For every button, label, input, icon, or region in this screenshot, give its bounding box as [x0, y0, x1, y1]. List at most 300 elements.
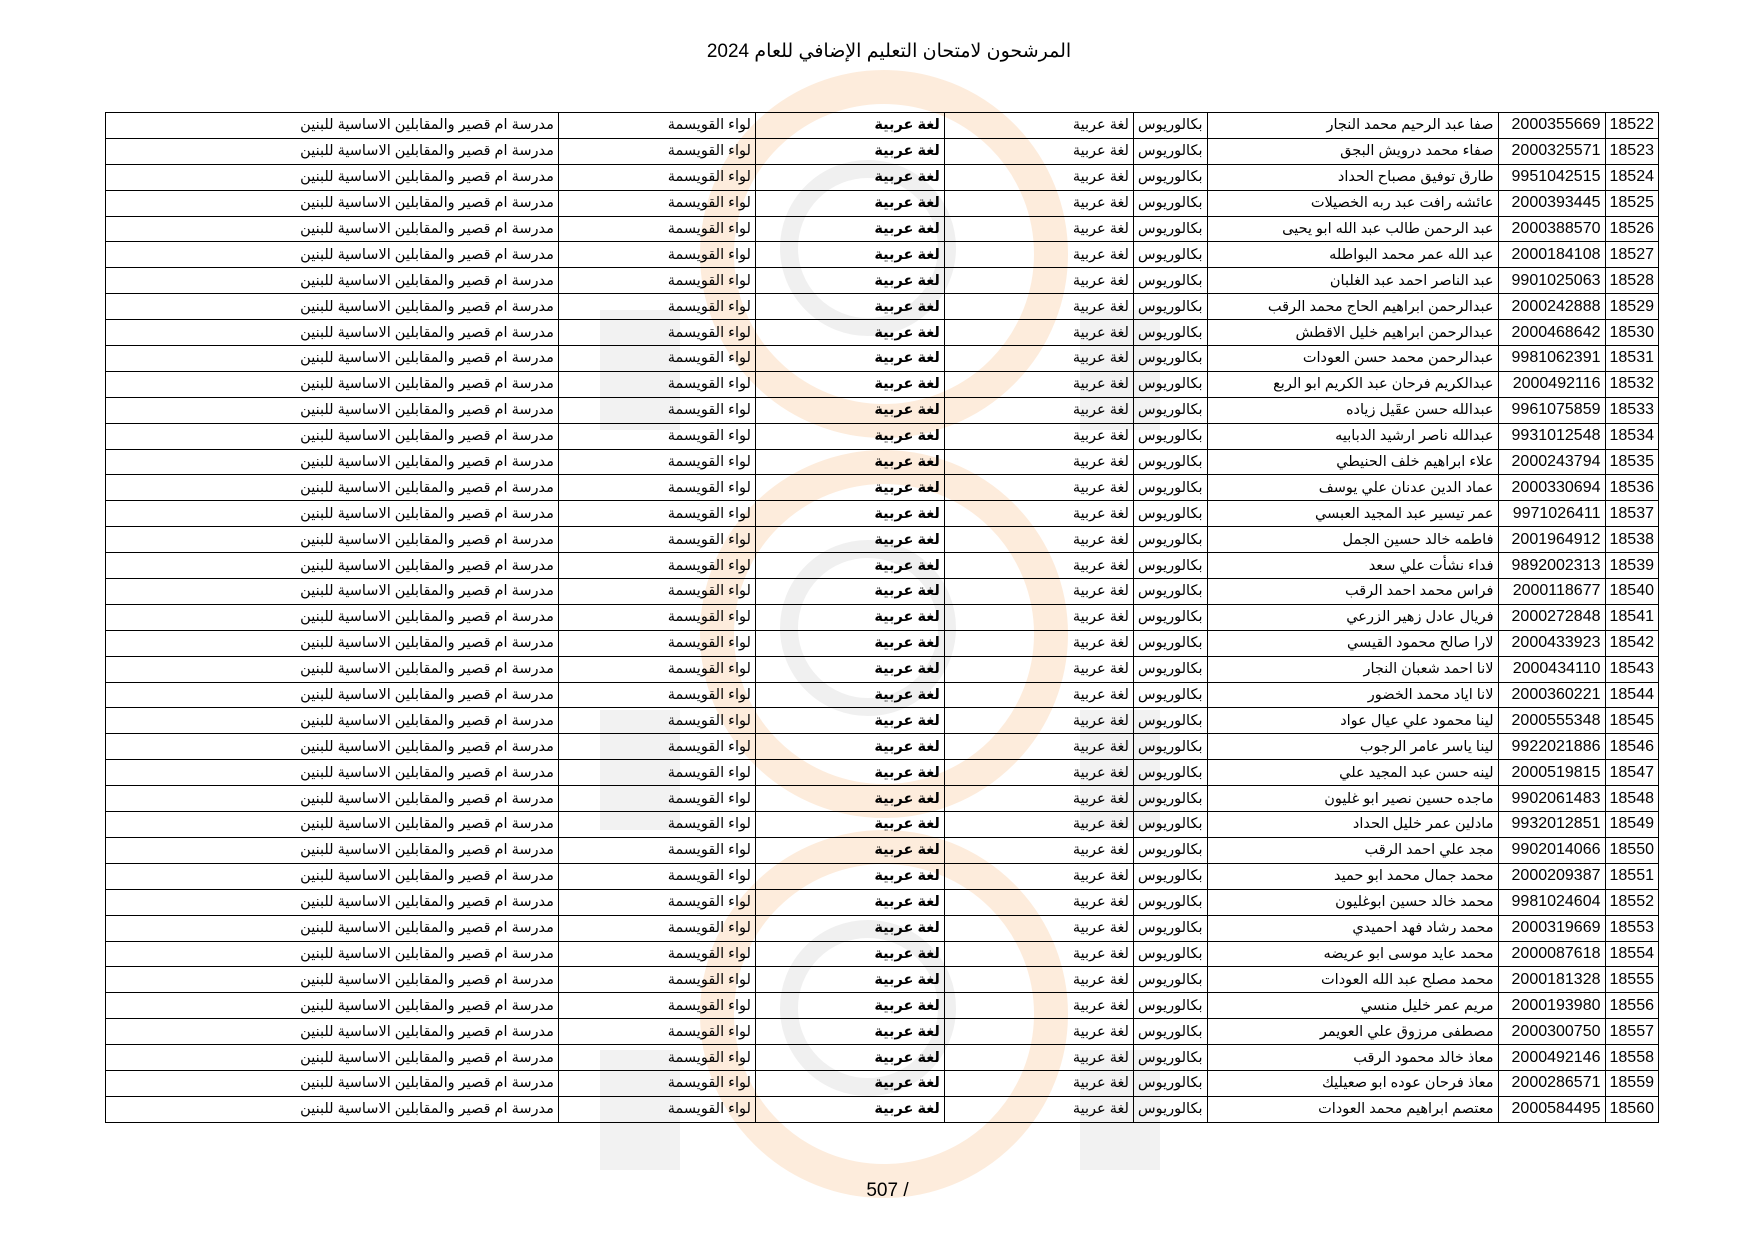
name-cell: طارق توفيق مصباح الحداد: [1207, 164, 1498, 190]
national-id-cell: 9981062391: [1498, 346, 1605, 372]
district-cell: لواء القويسمة: [558, 656, 755, 682]
specialization-cell: لغة عربية: [944, 1019, 1133, 1045]
specialization-cell: لغة عربية: [944, 812, 1133, 838]
name-cell: محمد خالد حسين ابوغليون: [1207, 889, 1498, 915]
table-row: [106, 734, 1659, 760]
school-cell: مدرسة ام قصير والمقابلين الاساسية للبنين: [106, 371, 559, 397]
district-cell: لواء القويسمة: [558, 397, 755, 423]
degree-cell: بكالوريوس: [1133, 242, 1207, 268]
seq-cell: 18528: [1605, 268, 1659, 294]
national-id-cell: 9981024604: [1498, 889, 1605, 915]
seq-cell: 18557: [1605, 1019, 1659, 1045]
subject-cell: لغة عربية: [755, 216, 944, 242]
specialization-cell: لغة عربية: [944, 1070, 1133, 1096]
subject-cell: لغة عربية: [755, 553, 944, 579]
district-cell: لواء القويسمة: [558, 164, 755, 190]
district-cell: لواء القويسمة: [558, 190, 755, 216]
degree-cell: بكالوريوس: [1133, 1070, 1207, 1096]
seq-cell: 18531: [1605, 346, 1659, 372]
district-cell: لواء القويسمة: [558, 553, 755, 579]
table-row: [106, 1070, 1659, 1096]
school-cell: مدرسة ام قصير والمقابلين الاساسية للبنين: [106, 320, 559, 346]
specialization-cell: لغة عربية: [944, 915, 1133, 941]
seq-cell: 18526: [1605, 216, 1659, 242]
district-cell: لواء القويسمة: [558, 786, 755, 812]
table-row: [106, 242, 1659, 268]
degree-cell: بكالوريوس: [1133, 527, 1207, 553]
degree-cell: بكالوريوس: [1133, 138, 1207, 164]
school-cell: مدرسة ام قصير والمقابلين الاساسية للبنين: [106, 708, 559, 734]
degree-cell: بكالوريوس: [1133, 475, 1207, 501]
degree-cell: بكالوريوس: [1133, 760, 1207, 786]
name-cell: محمد رشاد فهد احميدي: [1207, 915, 1498, 941]
name-cell: فراس محمد احمد الرقب: [1207, 579, 1498, 605]
national-id-cell: 2000492146: [1498, 1045, 1605, 1071]
specialization-cell: لغة عربية: [944, 242, 1133, 268]
name-cell: مادلين عمر خليل الحداد: [1207, 812, 1498, 838]
school-cell: مدرسة ام قصير والمقابلين الاساسية للبنين: [106, 889, 559, 915]
degree-cell: بكالوريوس: [1133, 941, 1207, 967]
specialization-cell: لغة عربية: [944, 113, 1133, 139]
name-cell: فاطمه خالد حسين الجمل: [1207, 527, 1498, 553]
table-row: [106, 812, 1659, 838]
school-cell: مدرسة ام قصير والمقابلين الاساسية للبنين: [106, 863, 559, 889]
name-cell: صفاء محمد درويش البجق: [1207, 138, 1498, 164]
school-cell: مدرسة ام قصير والمقابلين الاساسية للبنين: [106, 656, 559, 682]
subject-cell: لغة عربية: [755, 190, 944, 216]
school-cell: مدرسة ام قصير والمقابلين الاساسية للبنين: [106, 786, 559, 812]
seq-cell: 18535: [1605, 449, 1659, 475]
name-cell: فداء نشأت علي سعد: [1207, 553, 1498, 579]
specialization-cell: لغة عربية: [944, 604, 1133, 630]
page-title: المرشحون لامتحان التعليم الإضافي للعام 2024: [706, 41, 1072, 62]
table-row: [106, 837, 1659, 863]
specialization-cell: لغة عربية: [944, 501, 1133, 527]
national-id-cell: 2000193980: [1498, 993, 1605, 1019]
specialization-cell: لغة عربية: [944, 553, 1133, 579]
degree-cell: بكالوريوس: [1133, 604, 1207, 630]
district-cell: لواء القويسمة: [558, 475, 755, 501]
name-cell: عبد الرحمن طالب عبد الله ابو يحيى: [1207, 216, 1498, 242]
national-id-cell: 2000319669: [1498, 915, 1605, 941]
district-cell: لواء القويسمة: [558, 967, 755, 993]
subject-cell: لغة عربية: [755, 113, 944, 139]
national-id-cell: 9902014066: [1498, 837, 1605, 863]
subject-cell: لغة عربية: [755, 501, 944, 527]
specialization-cell: لغة عربية: [944, 346, 1133, 372]
district-cell: لواء القويسمة: [558, 346, 755, 372]
school-cell: مدرسة ام قصير والمقابلين الاساسية للبنين: [106, 915, 559, 941]
subject-cell: لغة عربية: [755, 449, 944, 475]
subject-cell: لغة عربية: [755, 967, 944, 993]
name-cell: عبدالرحمن محمد حسن العودات: [1207, 346, 1498, 372]
seq-cell: 18525: [1605, 190, 1659, 216]
district-cell: لواء القويسمة: [558, 423, 755, 449]
degree-cell: بكالوريوس: [1133, 915, 1207, 941]
table-row: [106, 967, 1659, 993]
table-row: [106, 190, 1659, 216]
degree-cell: بكالوريوس: [1133, 837, 1207, 863]
name-cell: عبدالكريم فرحان عبد الكريم ابو الربع: [1207, 371, 1498, 397]
seq-cell: 18529: [1605, 294, 1659, 320]
school-cell: مدرسة ام قصير والمقابلين الاساسية للبنين: [106, 164, 559, 190]
national-id-cell: 2000118677: [1498, 579, 1605, 605]
table-row: [106, 527, 1659, 553]
table-row: [106, 1096, 1659, 1122]
national-id-cell: 9961075859: [1498, 397, 1605, 423]
district-cell: لواء القويسمة: [558, 734, 755, 760]
seq-cell: 18530: [1605, 320, 1659, 346]
school-cell: مدرسة ام قصير والمقابلين الاساسية للبنين: [106, 449, 559, 475]
subject-cell: لغة عربية: [755, 915, 944, 941]
name-cell: عماد الدين عدنان علي يوسف: [1207, 475, 1498, 501]
degree-cell: بكالوريوس: [1133, 397, 1207, 423]
district-cell: لواء القويسمة: [558, 915, 755, 941]
degree-cell: بكالوريوس: [1133, 734, 1207, 760]
specialization-cell: لغة عربية: [944, 527, 1133, 553]
national-id-cell: 2000519815: [1498, 760, 1605, 786]
district-cell: لواء القويسمة: [558, 1070, 755, 1096]
national-id-cell: 2000433923: [1498, 630, 1605, 656]
specialization-cell: لغة عربية: [944, 863, 1133, 889]
national-id-cell: 2000243794: [1498, 449, 1605, 475]
specialization-cell: لغة عربية: [944, 1096, 1133, 1122]
school-cell: مدرسة ام قصير والمقابلين الاساسية للبنين: [106, 397, 559, 423]
specialization-cell: لغة عربية: [944, 760, 1133, 786]
subject-cell: لغة عربية: [755, 1019, 944, 1045]
degree-cell: بكالوريوس: [1133, 656, 1207, 682]
table-row: [106, 708, 1659, 734]
name-cell: مجد علي احمد الرقب: [1207, 837, 1498, 863]
degree-cell: بكالوريوس: [1133, 553, 1207, 579]
seq-cell: 18539: [1605, 553, 1659, 579]
national-id-cell: 2000468642: [1498, 320, 1605, 346]
school-cell: مدرسة ام قصير والمقابلين الاساسية للبنين: [106, 138, 559, 164]
degree-cell: بكالوريوس: [1133, 294, 1207, 320]
national-id-cell: 9932012851: [1498, 812, 1605, 838]
name-cell: عبدالرحمن ابراهيم الحاج محمد الرقب: [1207, 294, 1498, 320]
school-cell: مدرسة ام قصير والمقابلين الاساسية للبنين: [106, 242, 559, 268]
specialization-cell: لغة عربية: [944, 268, 1133, 294]
degree-cell: بكالوريوس: [1133, 346, 1207, 372]
school-cell: مدرسة ام قصير والمقابلين الاساسية للبنين: [106, 268, 559, 294]
subject-cell: لغة عربية: [755, 993, 944, 1019]
district-cell: لواء القويسمة: [558, 242, 755, 268]
seq-cell: 18555: [1605, 967, 1659, 993]
specialization-cell: لغة عربية: [944, 371, 1133, 397]
degree-cell: بكالوريوس: [1133, 501, 1207, 527]
subject-cell: لغة عربية: [755, 604, 944, 630]
school-cell: مدرسة ام قصير والمقابلين الاساسية للبنين: [106, 993, 559, 1019]
name-cell: مصطفى مرزوق علي العويمر: [1207, 1019, 1498, 1045]
name-cell: عبدالرحمن ابراهيم خليل الاقطش: [1207, 320, 1498, 346]
subject-cell: لغة عربية: [755, 708, 944, 734]
national-id-cell: 2000555348: [1498, 708, 1605, 734]
degree-cell: بكالوريوس: [1133, 967, 1207, 993]
seq-cell: 18522: [1605, 113, 1659, 139]
degree-cell: بكالوريوس: [1133, 993, 1207, 1019]
school-cell: مدرسة ام قصير والمقابلين الاساسية للبنين: [106, 682, 559, 708]
degree-cell: بكالوريوس: [1133, 268, 1207, 294]
subject-cell: لغة عربية: [755, 837, 944, 863]
subject-cell: لغة عربية: [755, 242, 944, 268]
seq-cell: 18523: [1605, 138, 1659, 164]
name-cell: لينا ياسر عامر الرجوب: [1207, 734, 1498, 760]
seq-cell: 18536: [1605, 475, 1659, 501]
specialization-cell: لغة عربية: [944, 837, 1133, 863]
school-cell: مدرسة ام قصير والمقابلين الاساسية للبنين: [106, 760, 559, 786]
subject-cell: لغة عربية: [755, 941, 944, 967]
specialization-cell: لغة عربية: [944, 734, 1133, 760]
seq-cell: 18542: [1605, 630, 1659, 656]
degree-cell: بكالوريوس: [1133, 423, 1207, 449]
specialization-cell: لغة عربية: [944, 449, 1133, 475]
district-cell: لواء القويسمة: [558, 812, 755, 838]
degree-cell: بكالوريوس: [1133, 1096, 1207, 1122]
school-cell: مدرسة ام قصير والمقابلين الاساسية للبنين: [106, 1096, 559, 1122]
district-cell: لواء القويسمة: [558, 1045, 755, 1071]
school-cell: مدرسة ام قصير والمقابلين الاساسية للبنين: [106, 941, 559, 967]
national-id-cell: 2000300750: [1498, 1019, 1605, 1045]
name-cell: محمد جمال محمد ابو حميد: [1207, 863, 1498, 889]
table-row: [106, 216, 1659, 242]
table-row: [106, 113, 1659, 139]
table-row: [106, 604, 1659, 630]
seq-cell: 18546: [1605, 734, 1659, 760]
table-row: [106, 786, 1659, 812]
specialization-cell: لغة عربية: [944, 656, 1133, 682]
degree-cell: بكالوريوس: [1133, 190, 1207, 216]
table-row: [106, 294, 1659, 320]
national-id-cell: 2000492116: [1498, 371, 1605, 397]
name-cell: لانا احمد شعبان النجار: [1207, 656, 1498, 682]
degree-cell: بكالوريوس: [1133, 164, 1207, 190]
subject-cell: لغة عربية: [755, 786, 944, 812]
name-cell: عبدالله حسن عقَيل زياده: [1207, 397, 1498, 423]
name-cell: عمر تيسير عبد المجيد العبسي: [1207, 501, 1498, 527]
subject-cell: لغة عربية: [755, 268, 944, 294]
national-id-cell: 2000209387: [1498, 863, 1605, 889]
seq-cell: 18524: [1605, 164, 1659, 190]
table-row: [106, 760, 1659, 786]
table-row: [106, 579, 1659, 605]
table-row: [106, 1019, 1659, 1045]
district-cell: لواء القويسمة: [558, 630, 755, 656]
school-cell: مدرسة ام قصير والمقابلين الاساسية للبنين: [106, 734, 559, 760]
seq-cell: 18533: [1605, 397, 1659, 423]
seq-cell: 18552: [1605, 889, 1659, 915]
district-cell: لواء القويسمة: [558, 941, 755, 967]
national-id-cell: 2000360221: [1498, 682, 1605, 708]
name-cell: عبدالله ناصر ارشيد الدبابيه: [1207, 423, 1498, 449]
school-cell: مدرسة ام قصير والمقابلين الاساسية للبنين: [106, 1070, 559, 1096]
district-cell: لواء القويسمة: [558, 579, 755, 605]
table-row: [106, 164, 1659, 190]
national-id-cell: 2000184108: [1498, 242, 1605, 268]
table-row: [106, 656, 1659, 682]
degree-cell: بكالوريوس: [1133, 889, 1207, 915]
table-row: [106, 346, 1659, 372]
seq-cell: 18556: [1605, 993, 1659, 1019]
district-cell: لواء القويسمة: [558, 682, 755, 708]
school-cell: مدرسة ام قصير والمقابلين الاساسية للبنين: [106, 553, 559, 579]
school-cell: مدرسة ام قصير والمقابلين الاساسية للبنين: [106, 1045, 559, 1071]
national-id-cell: 2000286571: [1498, 1070, 1605, 1096]
degree-cell: بكالوريوس: [1133, 1045, 1207, 1071]
national-id-cell: 2000388570: [1498, 216, 1605, 242]
subject-cell: لغة عربية: [755, 138, 944, 164]
school-cell: مدرسة ام قصير والمقابلين الاساسية للبنين: [106, 113, 559, 139]
subject-cell: لغة عربية: [755, 863, 944, 889]
seq-cell: 18543: [1605, 656, 1659, 682]
name-cell: فريال عادل زهير الزرعي: [1207, 604, 1498, 630]
school-cell: مدرسة ام قصير والمقابلين الاساسية للبنين: [106, 190, 559, 216]
seq-cell: 18534: [1605, 423, 1659, 449]
district-cell: لواء القويسمة: [558, 993, 755, 1019]
district-cell: لواء القويسمة: [558, 604, 755, 630]
subject-cell: لغة عربية: [755, 889, 944, 915]
school-cell: مدرسة ام قصير والمقابلين الاساسية للبنين: [106, 294, 559, 320]
specialization-cell: لغة عربية: [944, 190, 1133, 216]
school-cell: مدرسة ام قصير والمقابلين الاساسية للبنين: [106, 475, 559, 501]
national-id-cell: 2000434110: [1498, 656, 1605, 682]
national-id-cell: 2000087618: [1498, 941, 1605, 967]
school-cell: مدرسة ام قصير والمقابلين الاساسية للبنين: [106, 1019, 559, 1045]
seq-cell: 18541: [1605, 604, 1659, 630]
national-id-cell: 2000330694: [1498, 475, 1605, 501]
national-id-cell: 9922021886: [1498, 734, 1605, 760]
table-row: [106, 475, 1659, 501]
seq-cell: 18532: [1605, 371, 1659, 397]
name-cell: عبد الناصر احمد عبد الغلبان: [1207, 268, 1498, 294]
district-cell: لواء القويسمة: [558, 760, 755, 786]
subject-cell: لغة عربية: [755, 320, 944, 346]
national-id-cell: 2001964912: [1498, 527, 1605, 553]
specialization-cell: لغة عربية: [944, 138, 1133, 164]
seq-cell: 18537: [1605, 501, 1659, 527]
seq-cell: 18559: [1605, 1070, 1659, 1096]
specialization-cell: لغة عربية: [944, 423, 1133, 449]
table-row: [106, 889, 1659, 915]
school-cell: مدرسة ام قصير والمقابلين الاساسية للبنين: [106, 630, 559, 656]
degree-cell: بكالوريوس: [1133, 320, 1207, 346]
table-row: [106, 630, 1659, 656]
name-cell: لينا محمود علي عيال عواد: [1207, 708, 1498, 734]
district-cell: لواء القويسمة: [558, 708, 755, 734]
district-cell: لواء القويسمة: [558, 268, 755, 294]
table-row: [106, 423, 1659, 449]
specialization-cell: لغة عربية: [944, 216, 1133, 242]
name-cell: عائشه رافت عبد ربه الخصيلات: [1207, 190, 1498, 216]
national-id-cell: 9951042515: [1498, 164, 1605, 190]
table-row: [106, 371, 1659, 397]
table-row: [106, 682, 1659, 708]
district-cell: لواء القويسمة: [558, 527, 755, 553]
specialization-cell: لغة عربية: [944, 708, 1133, 734]
district-cell: لواء القويسمة: [558, 1096, 755, 1122]
seq-cell: 18540: [1605, 579, 1659, 605]
table-row: [106, 915, 1659, 941]
specialization-cell: لغة عربية: [944, 320, 1133, 346]
district-cell: لواء القويسمة: [558, 294, 755, 320]
page-number: 507 /: [866, 1180, 909, 1201]
specialization-cell: لغة عربية: [944, 164, 1133, 190]
table-row: [106, 993, 1659, 1019]
national-id-cell: 2000584495: [1498, 1096, 1605, 1122]
specialization-cell: لغة عربية: [944, 786, 1133, 812]
subject-cell: لغة عربية: [755, 164, 944, 190]
district-cell: لواء القويسمة: [558, 449, 755, 475]
name-cell: لينه حسن عبد المجيد علي: [1207, 760, 1498, 786]
name-cell: محمد مصلح عبد الله العودات: [1207, 967, 1498, 993]
district-cell: لواء القويسمة: [558, 371, 755, 397]
name-cell: علاء ابراهيم خلف الحنيطي: [1207, 449, 1498, 475]
specialization-cell: لغة عربية: [944, 967, 1133, 993]
name-cell: معتصم ابراهيم محمد العودات: [1207, 1096, 1498, 1122]
table-row: [106, 397, 1659, 423]
seq-cell: 18560: [1605, 1096, 1659, 1122]
degree-cell: بكالوريوس: [1133, 113, 1207, 139]
district-cell: لواء القويسمة: [558, 138, 755, 164]
national-id-cell: 9892002313: [1498, 553, 1605, 579]
school-cell: مدرسة ام قصير والمقابلين الاساسية للبنين: [106, 604, 559, 630]
national-id-cell: 2000393445: [1498, 190, 1605, 216]
table-row: [106, 1045, 1659, 1071]
subject-cell: لغة عربية: [755, 371, 944, 397]
seq-cell: 18549: [1605, 812, 1659, 838]
table-row: [106, 138, 1659, 164]
national-id-cell: 2000355669: [1498, 113, 1605, 139]
degree-cell: بكالوريوس: [1133, 863, 1207, 889]
national-id-cell: 2000272848: [1498, 604, 1605, 630]
seq-cell: 18547: [1605, 760, 1659, 786]
school-cell: مدرسة ام قصير والمقابلين الاساسية للبنين: [106, 579, 559, 605]
specialization-cell: لغة عربية: [944, 1045, 1133, 1071]
subject-cell: لغة عربية: [755, 1045, 944, 1071]
district-cell: لواء القويسمة: [558, 113, 755, 139]
table-row: [106, 268, 1659, 294]
degree-cell: بكالوريوس: [1133, 579, 1207, 605]
subject-cell: لغة عربية: [755, 630, 944, 656]
district-cell: لواء القويسمة: [558, 837, 755, 863]
seq-cell: 18554: [1605, 941, 1659, 967]
subject-cell: لغة عربية: [755, 682, 944, 708]
national-id-cell: 9971026411: [1498, 501, 1605, 527]
table-row: [106, 449, 1659, 475]
seq-cell: 18558: [1605, 1045, 1659, 1071]
name-cell: عبد الله عمر محمد البواطله: [1207, 242, 1498, 268]
name-cell: محمد عايد موسى ابو عريضه: [1207, 941, 1498, 967]
seq-cell: 18548: [1605, 786, 1659, 812]
national-id-cell: 2000325571: [1498, 138, 1605, 164]
seq-cell: 18545: [1605, 708, 1659, 734]
specialization-cell: لغة عربية: [944, 993, 1133, 1019]
degree-cell: بكالوريوس: [1133, 449, 1207, 475]
school-cell: مدرسة ام قصير والمقابلين الاساسية للبنين: [106, 527, 559, 553]
district-cell: لواء القويسمة: [558, 216, 755, 242]
degree-cell: بكالوريوس: [1133, 216, 1207, 242]
degree-cell: بكالوريوس: [1133, 812, 1207, 838]
degree-cell: بكالوريوس: [1133, 708, 1207, 734]
subject-cell: لغة عربية: [755, 1096, 944, 1122]
seq-cell: 18551: [1605, 863, 1659, 889]
subject-cell: لغة عربية: [755, 346, 944, 372]
national-id-cell: 9901025063: [1498, 268, 1605, 294]
district-cell: لواء القويسمة: [558, 1019, 755, 1045]
name-cell: معاذ فرحان عوده ابو صعيليك: [1207, 1070, 1498, 1096]
seq-cell: 18544: [1605, 682, 1659, 708]
subject-cell: لغة عربية: [755, 760, 944, 786]
